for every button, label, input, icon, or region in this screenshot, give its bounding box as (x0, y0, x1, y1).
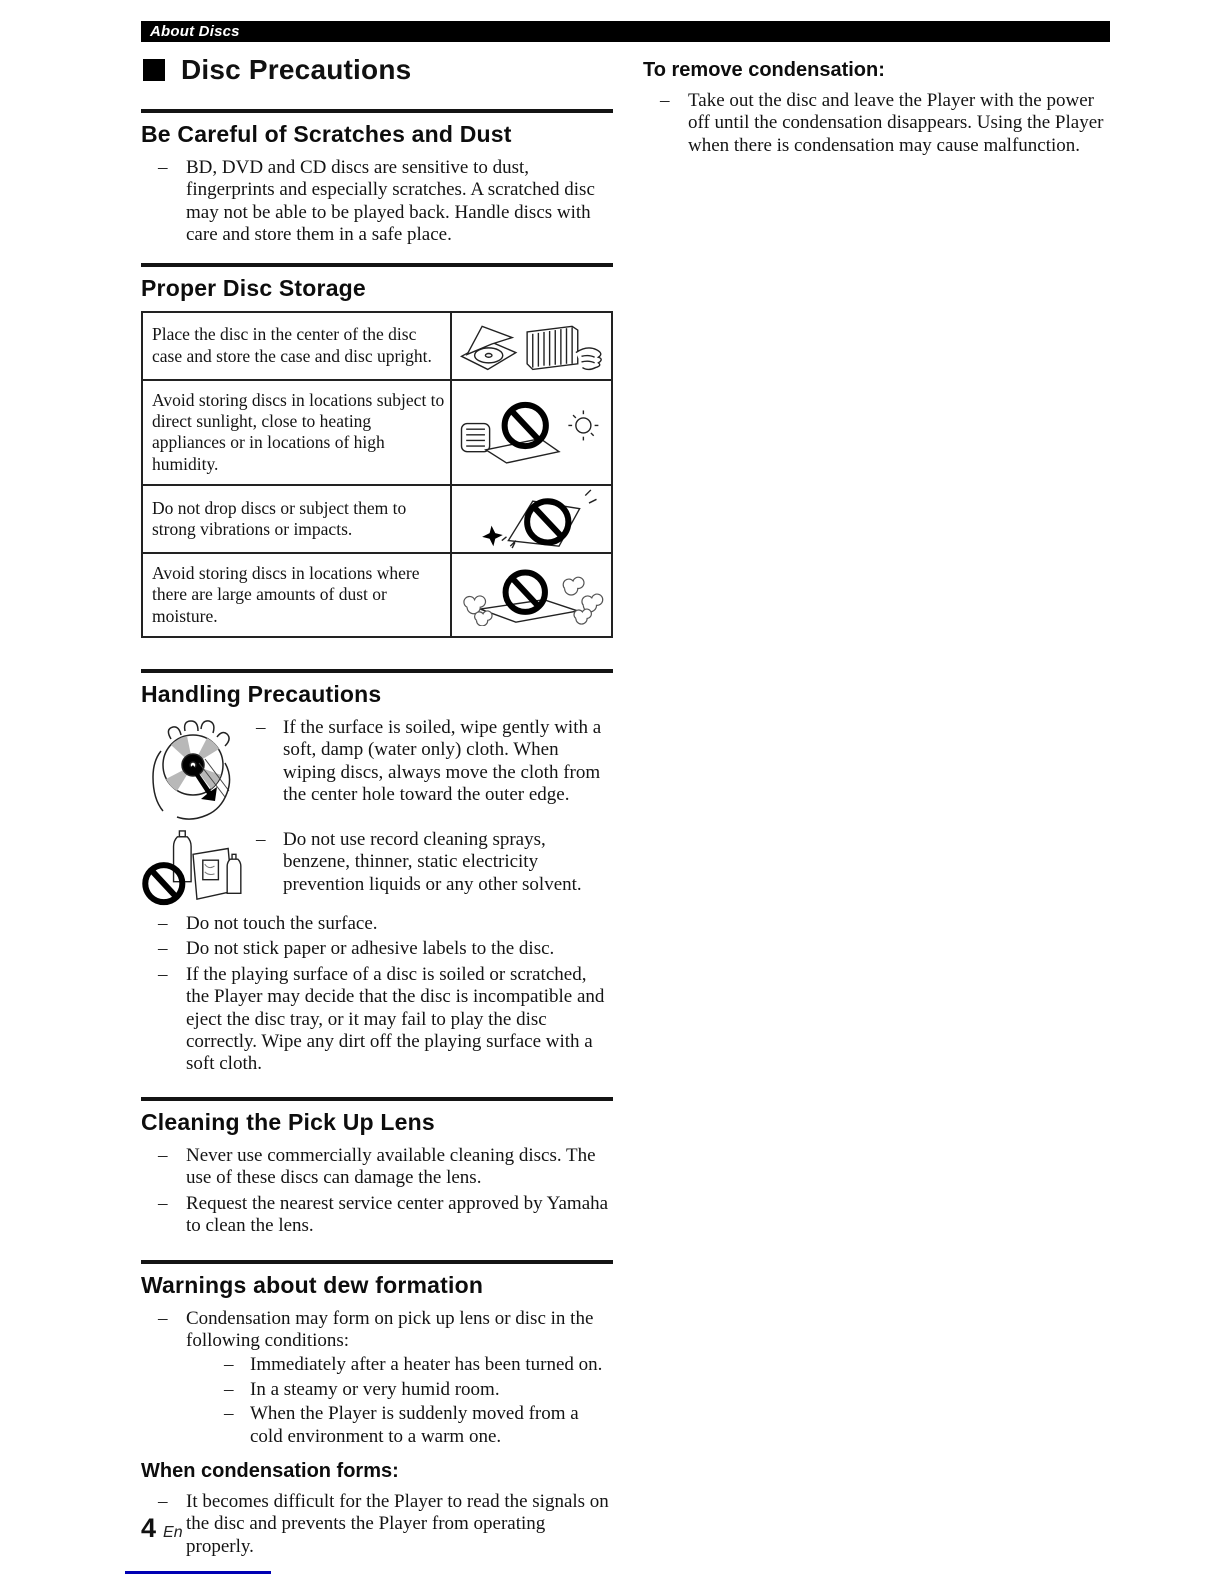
section-rule (141, 1260, 613, 1264)
page-title-text: Disc Precautions (181, 54, 412, 85)
table-row (142, 553, 612, 637)
page-footer (141, 1513, 183, 1544)
dash-marker: – (660, 90, 670, 111)
bullet-item (643, 90, 1111, 157)
storage-row-text: Do not drop discs or subject them to strong vibrations or impacts. (142, 485, 451, 553)
page-number: 4 (141, 1513, 157, 1543)
bullet-text: If the playing surface of a disc is soiled or scratched, the Player may decide that the disc is incompatible and eject the disc tray, or it may fail to play the disc correctly. Wipe any dirt off the playing surface with a soft cloth. (186, 963, 605, 1075)
header-bar-label: About Discs (150, 23, 240, 40)
bullet-text: Never use commercially available cleaning discs. The use of these discs can damage the lens. (186, 1144, 596, 1189)
bullet-text: Do not touch the surface. (186, 913, 378, 935)
bullet-text: When the Player is suddenly moved from a cold environment to a warm one. (250, 1403, 579, 1447)
bullet-text: It becomes difficult for the Player to read the signals on the disc and prevents the Player from operating properly. (186, 1490, 609, 1557)
bullet-text: Condensation may form on pick up lens or disc in the following conditions: (186, 1307, 594, 1351)
storage-row-text: Place the disc in the center of the disc case and store the case and disc upright. (142, 312, 451, 380)
dash-marker: – (158, 157, 168, 178)
no-solvents-illustration (141, 829, 256, 907)
bullet-item (141, 1145, 613, 1190)
no-sunlight-heat-illustration (451, 380, 612, 485)
section-rule (141, 109, 613, 113)
media-bullet (141, 717, 613, 821)
bullet-text: Do not stick paper or adhesive labels to the disc. (186, 938, 555, 960)
section-heading-lens: Cleaning the Pick Up Lens (141, 1108, 435, 1135)
dash-marker: – (158, 1144, 168, 1166)
dash-marker: – (158, 1490, 168, 1512)
bullet-text: BD, DVD and CD discs are sensitive to dust, fingerprints and especially scratches. A scratched disc may not be able to be played back. Handle discs with care and store them in a safe place. (186, 157, 595, 246)
footer-rule (125, 1571, 271, 1574)
square-bullet-icon (143, 59, 165, 81)
dash-marker: – (256, 829, 266, 851)
dash-marker: – (256, 717, 266, 739)
section-lens (141, 1097, 613, 1238)
table-row (142, 380, 612, 485)
section-heading-handling: Handling Precautions (141, 681, 382, 708)
dash-marker: – (224, 1378, 234, 1400)
sub-heading-remove-condensation: To remove condensation: (643, 59, 885, 81)
disc-case-upright-illustration (451, 312, 612, 380)
wipe-disc-illustration (141, 717, 256, 821)
bullet-item (141, 964, 613, 1076)
section-storage (141, 263, 613, 638)
page-language: En (163, 1524, 183, 1541)
dash-marker: – (158, 938, 168, 960)
bullet-text: If the surface is soiled, wipe gently with a soft, damp (water only) cloth. When wiping discs, always move the cloth from the center hole toward the outer edge. (283, 717, 602, 806)
sub-heading-condensation-forms: When condensation forms: (141, 1459, 399, 1482)
bullet-item (141, 157, 613, 247)
section-rule (141, 669, 613, 673)
section-rule (141, 1097, 613, 1101)
storage-table (141, 311, 613, 638)
sub-bullet-item (206, 1354, 613, 1376)
section-heading-scratches: Be Careful of Scratches and Dust (141, 121, 512, 147)
table-row (142, 485, 612, 553)
right-column (643, 50, 1111, 160)
bullet-item (141, 938, 613, 960)
dash-marker: – (158, 963, 168, 985)
storage-row-text: Avoid storing discs in locations subject to direct sunlight, close to heating appliances or in locations of high humidity. (142, 380, 451, 485)
section-handling (141, 669, 613, 1076)
dash-marker: – (224, 1354, 234, 1376)
section-heading-dew: Warnings about dew formation (141, 1271, 484, 1298)
sub-bullet-item (206, 1403, 613, 1448)
section-heading-storage: Proper Disc Storage (141, 274, 366, 301)
dash-marker: – (158, 1192, 168, 1214)
no-drop-impact-illustration (451, 485, 612, 553)
media-bullet (141, 829, 613, 907)
left-column (141, 50, 613, 1561)
table-row (142, 312, 612, 380)
dash-marker: – (158, 913, 168, 935)
section-rule (141, 263, 613, 267)
storage-row-text: Avoid storing discs in locations where there are large amounts of dust or moisture. (142, 553, 451, 637)
header-bar (141, 21, 1110, 42)
sub-bullet-item (206, 1379, 613, 1401)
bullet-item (141, 913, 613, 935)
sub-bullet-list (206, 1354, 613, 1448)
bullet-item (141, 1491, 613, 1558)
dash-marker: – (224, 1403, 234, 1425)
bullet-text: Do not use record cleaning sprays, benzene, thinner, static electricity prevention liquids or any other solvent. (283, 829, 582, 895)
bullet-text: Take out the disc and leave the Player with the power off until the condensation disappears. Using the Player when there is condensation may cause malfunction. (688, 90, 1104, 156)
bullet-item (141, 1193, 613, 1238)
bullet-item (141, 1308, 613, 1448)
page-title (143, 54, 613, 86)
section-scratches (141, 109, 613, 247)
no-dust-moisture-illustration (451, 553, 612, 637)
section-dew (141, 1260, 613, 1559)
bullet-text: Request the nearest service center approved by Yamaha to clean the lens. (186, 1192, 609, 1237)
bullet-text: Immediately after a heater has been turned on. (250, 1354, 603, 1376)
bullet-text: In a steamy or very humid room. (250, 1378, 500, 1400)
dash-marker: – (158, 1307, 168, 1329)
